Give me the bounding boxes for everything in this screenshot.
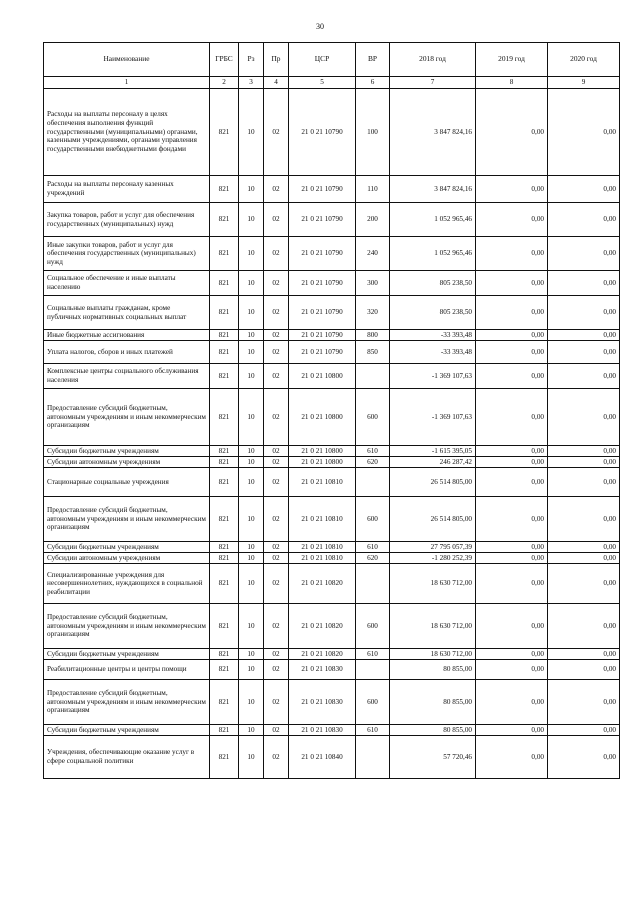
column-header: 2020 год [548, 43, 620, 77]
amount-2018: 1 052 965,46 [390, 237, 476, 271]
amount-2019: 0,00 [476, 542, 548, 553]
item-name: Субсидии бюджетным учреждениям [44, 446, 210, 457]
item-name: Субсидии бюджетным учреждениям [44, 649, 210, 660]
amount-2018: 26 514 805,00 [390, 497, 476, 542]
grbs-code: 821 [210, 89, 239, 176]
item-name: Комплексные центры социального обслуживания населения [44, 364, 210, 389]
section-code: 10 [239, 542, 264, 553]
budget-table [43, 42, 620, 779]
amount-2019: 0,00 [476, 457, 548, 468]
amount-2019: 0,00 [476, 468, 548, 497]
amount-2019: 0,00 [476, 649, 548, 660]
item-name: Закупка товаров, работ и услуг для обеспечения государственных (муниципальных) нужд [44, 203, 210, 237]
expense-type-code: 320 [356, 296, 390, 330]
item-name: Субсидии автономным учреждениям [44, 457, 210, 468]
expense-type-code: 610 [356, 649, 390, 660]
expense-type-code [356, 564, 390, 604]
amount-2019: 0,00 [476, 296, 548, 330]
section-code: 10 [239, 680, 264, 725]
column-header: Рз [239, 43, 264, 77]
amount-2019: 0,00 [476, 237, 548, 271]
section-code: 10 [239, 330, 264, 341]
target-article-code: 21 0 21 10830 [289, 660, 356, 680]
section-code: 10 [239, 176, 264, 203]
amount-2018: 26 514 805,00 [390, 468, 476, 497]
expense-type-code: 610 [356, 446, 390, 457]
expense-type-code: 600 [356, 680, 390, 725]
amount-2020: 0,00 [548, 660, 620, 680]
expense-type-code: 300 [356, 271, 390, 296]
amount-2020: 0,00 [548, 330, 620, 341]
amount-2019: 0,00 [476, 553, 548, 564]
subsection-code: 02 [264, 296, 289, 330]
column-number: 8 [476, 77, 548, 89]
item-name: Реабилитационные центры и центры помощи [44, 660, 210, 680]
table-row [44, 296, 620, 330]
amount-2020: 0,00 [548, 341, 620, 364]
grbs-code: 821 [210, 446, 239, 457]
item-name: Специализированные учреждения для несовершеннолетних, нуждающихся в социальной реабилитации [44, 564, 210, 604]
grbs-code: 821 [210, 553, 239, 564]
target-article-code: 21 0 21 10800 [289, 364, 356, 389]
amount-2019: 0,00 [476, 725, 548, 736]
table-row [44, 330, 620, 341]
column-number: 5 [289, 77, 356, 89]
column-header: ВР [356, 43, 390, 77]
table-row [44, 564, 620, 604]
page-number: 30 [316, 22, 324, 31]
grbs-code: 821 [210, 680, 239, 725]
column-header: ГРБС [210, 43, 239, 77]
table-row [44, 271, 620, 296]
column-number: 3 [239, 77, 264, 89]
item-name: Предоставление субсидий бюджетным, автономным учреждениям и иным некоммерческим организациям [44, 604, 210, 649]
item-name: Предоставление субсидий бюджетным, автономным учреждениям и иным некоммерческим организациям [44, 680, 210, 725]
expense-type-code: 850 [356, 341, 390, 364]
table-row [44, 389, 620, 446]
item-name: Расходы на выплаты персоналу казенных учреждений [44, 176, 210, 203]
amount-2018: 3 847 824,16 [390, 89, 476, 176]
target-article-code: 21 0 21 10830 [289, 680, 356, 725]
amount-2020: 0,00 [548, 649, 620, 660]
target-article-code: 21 0 21 10790 [289, 89, 356, 176]
expense-type-code: 620 [356, 553, 390, 564]
section-code: 10 [239, 364, 264, 389]
target-article-code: 21 0 21 10820 [289, 564, 356, 604]
amount-2018: 18 630 712,00 [390, 649, 476, 660]
grbs-code: 821 [210, 364, 239, 389]
amount-2020: 0,00 [548, 468, 620, 497]
amount-2020: 0,00 [548, 271, 620, 296]
subsection-code: 02 [264, 680, 289, 725]
subsection-code: 02 [264, 176, 289, 203]
expense-type-code [356, 468, 390, 497]
item-name: Социальные выплаты гражданам, кроме публичных нормативных социальных выплат [44, 296, 210, 330]
expense-type-code: 600 [356, 604, 390, 649]
expense-type-code [356, 364, 390, 389]
grbs-code: 821 [210, 271, 239, 296]
grbs-code: 821 [210, 296, 239, 330]
expense-type-code: 110 [356, 176, 390, 203]
amount-2019: 0,00 [476, 660, 548, 680]
amount-2019: 0,00 [476, 271, 548, 296]
section-code: 10 [239, 389, 264, 446]
subsection-code: 02 [264, 649, 289, 660]
table-row [44, 203, 620, 237]
column-header: Пр [264, 43, 289, 77]
expense-type-code: 600 [356, 497, 390, 542]
amount-2018: 80 855,00 [390, 725, 476, 736]
column-header: 2018 год [390, 43, 476, 77]
section-code: 10 [239, 564, 264, 604]
amount-2018: 3 847 824,16 [390, 176, 476, 203]
grbs-code: 821 [210, 457, 239, 468]
target-article-code: 21 0 21 10840 [289, 736, 356, 779]
table-row [44, 89, 620, 176]
column-number: 1 [44, 77, 210, 89]
item-name: Субсидии бюджетным учреждениям [44, 542, 210, 553]
target-article-code: 21 0 21 10790 [289, 271, 356, 296]
grbs-code: 821 [210, 176, 239, 203]
section-code: 10 [239, 604, 264, 649]
amount-2018: -1 369 107,63 [390, 389, 476, 446]
table-row [44, 553, 620, 564]
amount-2018: 27 795 057,39 [390, 542, 476, 553]
amount-2018: 80 855,00 [390, 680, 476, 725]
item-name: Предоставление субсидий бюджетным, автономным учреждениям и иным некоммерческим организациям [44, 497, 210, 542]
grbs-code: 821 [210, 341, 239, 364]
amount-2019: 0,00 [476, 176, 548, 203]
target-article-code: 21 0 21 10790 [289, 330, 356, 341]
target-article-code: 21 0 21 10790 [289, 296, 356, 330]
subsection-code: 02 [264, 564, 289, 604]
expense-type-code: 620 [356, 457, 390, 468]
section-code: 10 [239, 736, 264, 779]
amount-2018: -33 393,48 [390, 341, 476, 364]
subsection-code: 02 [264, 660, 289, 680]
subsection-code: 02 [264, 736, 289, 779]
amount-2019: 0,00 [476, 341, 548, 364]
item-name: Учреждения, обеспечивающие оказание услуг в сфере социальной политики [44, 736, 210, 779]
amount-2019: 0,00 [476, 680, 548, 725]
target-article-code: 21 0 21 10800 [289, 446, 356, 457]
grbs-code: 821 [210, 604, 239, 649]
amount-2020: 0,00 [548, 542, 620, 553]
table-row [44, 176, 620, 203]
section-code: 10 [239, 89, 264, 176]
item-name: Субсидии автономным учреждениям [44, 553, 210, 564]
grbs-code: 821 [210, 330, 239, 341]
amount-2019: 0,00 [476, 736, 548, 779]
target-article-code: 21 0 21 10790 [289, 341, 356, 364]
amount-2020: 0,00 [548, 457, 620, 468]
column-number-row [44, 77, 620, 89]
subsection-code: 02 [264, 446, 289, 457]
table-row [44, 649, 620, 660]
grbs-code: 821 [210, 389, 239, 446]
amount-2018: -1 280 252,39 [390, 553, 476, 564]
target-article-code: 21 0 21 10820 [289, 649, 356, 660]
item-name: Иные бюджетные ассигнования [44, 330, 210, 341]
amount-2018: 805 238,50 [390, 271, 476, 296]
grbs-code: 821 [210, 468, 239, 497]
column-header: Наименование [44, 43, 210, 77]
amount-2019: 0,00 [476, 564, 548, 604]
expense-type-code: 200 [356, 203, 390, 237]
amount-2018: 805 238,50 [390, 296, 476, 330]
item-name: Субсидии бюджетным учреждениям [44, 725, 210, 736]
amount-2019: 0,00 [476, 604, 548, 649]
expense-type-code: 610 [356, 725, 390, 736]
amount-2019: 0,00 [476, 364, 548, 389]
item-name: Социальное обеспечение и иные выплаты населению [44, 271, 210, 296]
expense-type-code [356, 660, 390, 680]
target-article-code: 21 0 21 10810 [289, 497, 356, 542]
amount-2020: 0,00 [548, 89, 620, 176]
column-number: 9 [548, 77, 620, 89]
section-code: 10 [239, 446, 264, 457]
section-code: 10 [239, 725, 264, 736]
section-code: 10 [239, 203, 264, 237]
target-article-code: 21 0 21 10830 [289, 725, 356, 736]
subsection-code: 02 [264, 330, 289, 341]
subsection-code: 02 [264, 271, 289, 296]
subsection-code: 02 [264, 89, 289, 176]
item-name: Расходы на выплаты персоналу в целях обеспечения выполнения функций государственными (муниципальными) органами, казенными учреждениями, органами управления государственными внебюджетными фондами [44, 89, 210, 176]
amount-2018: 18 630 712,00 [390, 564, 476, 604]
column-number: 2 [210, 77, 239, 89]
table-row [44, 468, 620, 497]
amount-2020: 0,00 [548, 203, 620, 237]
amount-2020: 0,00 [548, 604, 620, 649]
subsection-code: 02 [264, 203, 289, 237]
subsection-code: 02 [264, 542, 289, 553]
amount-2020: 0,00 [548, 497, 620, 542]
section-code: 10 [239, 497, 264, 542]
subsection-code: 02 [264, 341, 289, 364]
amount-2019: 0,00 [476, 330, 548, 341]
section-code: 10 [239, 468, 264, 497]
target-article-code: 21 0 21 10800 [289, 389, 356, 446]
table-row [44, 446, 620, 457]
amount-2020: 0,00 [548, 564, 620, 604]
amount-2018: 18 630 712,00 [390, 604, 476, 649]
item-name: Стационарные социальные учреждения [44, 468, 210, 497]
item-name: Иные закупки товаров, работ и услуг для обеспечения государственных (муниципальных) нужд [44, 237, 210, 271]
column-number: 7 [390, 77, 476, 89]
amount-2020: 0,00 [548, 296, 620, 330]
amount-2018: 246 287,42 [390, 457, 476, 468]
subsection-code: 02 [264, 237, 289, 271]
section-code: 10 [239, 660, 264, 680]
section-code: 10 [239, 457, 264, 468]
subsection-code: 02 [264, 604, 289, 649]
table-row [44, 604, 620, 649]
expense-type-code: 610 [356, 542, 390, 553]
subsection-code: 02 [264, 468, 289, 497]
subsection-code: 02 [264, 725, 289, 736]
grbs-code: 821 [210, 736, 239, 779]
amount-2019: 0,00 [476, 446, 548, 457]
table-row [44, 364, 620, 389]
table-row [44, 736, 620, 779]
section-code: 10 [239, 341, 264, 364]
table-row [44, 680, 620, 725]
amount-2018: -1 369 107,63 [390, 364, 476, 389]
subsection-code: 02 [264, 553, 289, 564]
target-article-code: 21 0 21 10790 [289, 203, 356, 237]
grbs-code: 821 [210, 564, 239, 604]
amount-2020: 0,00 [548, 736, 620, 779]
subsection-code: 02 [264, 389, 289, 446]
section-code: 10 [239, 296, 264, 330]
target-article-code: 21 0 21 10790 [289, 176, 356, 203]
column-header: ЦСР [289, 43, 356, 77]
expense-type-code: 600 [356, 389, 390, 446]
subsection-code: 02 [264, 497, 289, 542]
amount-2018: -1 615 395,05 [390, 446, 476, 457]
target-article-code: 21 0 21 10810 [289, 553, 356, 564]
expense-type-code: 800 [356, 330, 390, 341]
table-row [44, 660, 620, 680]
table-row [44, 237, 620, 271]
grbs-code: 821 [210, 203, 239, 237]
amount-2019: 0,00 [476, 89, 548, 176]
grbs-code: 821 [210, 542, 239, 553]
subsection-code: 02 [264, 364, 289, 389]
amount-2020: 0,00 [548, 364, 620, 389]
amount-2020: 0,00 [548, 237, 620, 271]
amount-2019: 0,00 [476, 203, 548, 237]
amount-2019: 0,00 [476, 389, 548, 446]
section-code: 10 [239, 553, 264, 564]
expense-type-code: 240 [356, 237, 390, 271]
table-row [44, 457, 620, 468]
section-code: 10 [239, 237, 264, 271]
grbs-code: 821 [210, 725, 239, 736]
expense-type-code: 100 [356, 89, 390, 176]
subsection-code: 02 [264, 457, 289, 468]
target-article-code: 21 0 21 10810 [289, 468, 356, 497]
amount-2020: 0,00 [548, 680, 620, 725]
grbs-code: 821 [210, 649, 239, 660]
table-row [44, 542, 620, 553]
target-article-code: 21 0 21 10800 [289, 457, 356, 468]
grbs-code: 821 [210, 497, 239, 542]
item-name: Предоставление субсидий бюджетным, автономным учреждениям и иным некоммерческим организациям [44, 389, 210, 446]
item-name: Уплата налогов, сборов и иных платежей [44, 341, 210, 364]
amount-2019: 0,00 [476, 497, 548, 542]
grbs-code: 821 [210, 237, 239, 271]
target-article-code: 21 0 21 10810 [289, 542, 356, 553]
header-row [44, 43, 620, 77]
amount-2018: 1 052 965,46 [390, 203, 476, 237]
amount-2020: 0,00 [548, 553, 620, 564]
grbs-code: 821 [210, 660, 239, 680]
table-row [44, 341, 620, 364]
table-row [44, 497, 620, 542]
target-article-code: 21 0 21 10790 [289, 237, 356, 271]
amount-2020: 0,00 [548, 725, 620, 736]
amount-2020: 0,00 [548, 389, 620, 446]
amount-2018: 80 855,00 [390, 660, 476, 680]
expense-type-code [356, 736, 390, 779]
section-code: 10 [239, 649, 264, 660]
target-article-code: 21 0 21 10820 [289, 604, 356, 649]
table-row [44, 725, 620, 736]
amount-2020: 0,00 [548, 176, 620, 203]
column-number: 6 [356, 77, 390, 89]
amount-2020: 0,00 [548, 446, 620, 457]
column-number: 4 [264, 77, 289, 89]
amount-2018: 57 720,46 [390, 736, 476, 779]
section-code: 10 [239, 271, 264, 296]
column-header: 2019 год [476, 43, 548, 77]
amount-2018: -33 393,48 [390, 330, 476, 341]
